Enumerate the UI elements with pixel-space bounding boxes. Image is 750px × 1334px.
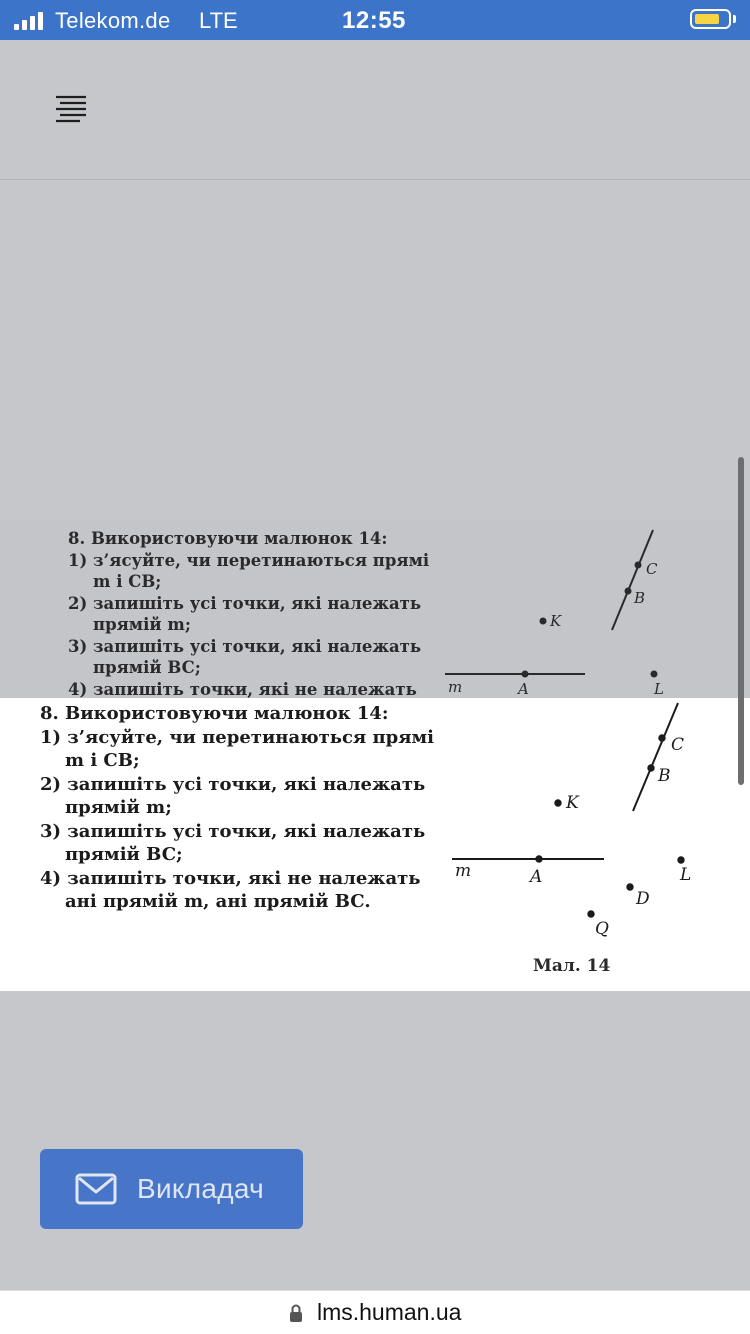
network-type: LTE — [199, 8, 238, 33]
url-text: lms.human.ua — [316, 1299, 462, 1325]
figure-label-a: A — [530, 867, 543, 887]
task-line: ані прямій m, ані прямій BC. — [65, 891, 371, 912]
task-line: 1) з’ясуйте, чи перетинаються прямі — [40, 726, 435, 748]
envelope-icon — [75, 1172, 117, 1206]
teacher-button-label: Викладач — [137, 1173, 265, 1204]
figure-label-c: C — [646, 560, 658, 578]
figure-label-l: L — [654, 680, 664, 698]
point-q — [588, 911, 594, 917]
textbook-image-dim — [0, 520, 750, 698]
point-l — [678, 857, 684, 863]
figure-label-l: L — [680, 865, 692, 885]
url-display[interactable] — [0, 1299, 750, 1326]
browser-url-bar[interactable] — [0, 1290, 750, 1334]
menu-button[interactable] — [50, 92, 92, 128]
point-d — [627, 884, 633, 890]
geometry-figure — [440, 698, 750, 953]
problem-heading: 8. Використовуючи малюнок 14: — [40, 703, 389, 724]
problem-text — [40, 702, 434, 914]
task-line: m і CB; — [65, 750, 140, 771]
task-line: прямій m; — [93, 615, 191, 634]
task-line: m і CB; — [93, 572, 162, 591]
task-line: 4) запишіть точки, які не належать — [40, 867, 421, 889]
task-line: 1) з’ясуйте, чи перетинаються прямі — [68, 550, 430, 570]
battery-icon — [690, 9, 731, 29]
figure-label-k: K — [566, 793, 579, 813]
figure-label-m: m — [455, 861, 472, 881]
app-header — [0, 40, 750, 180]
task-line: прямій BC; — [65, 844, 183, 865]
figure-label-a: A — [518, 680, 529, 698]
carrier-name: Telekom.de — [55, 8, 171, 33]
figure-label-d: D — [636, 889, 650, 909]
geometry-figure-dim — [440, 520, 750, 698]
task-line: прямій m; — [65, 797, 172, 818]
textbook-image — [0, 698, 750, 991]
problem-text-dim — [68, 528, 429, 698]
status-time: 12:55 — [342, 7, 406, 34]
figure-caption: Мал. 14 — [533, 956, 611, 976]
line-bc — [633, 703, 678, 811]
teacher-contact-button[interactable] — [40, 1149, 303, 1229]
signal-strength-icon — [14, 10, 44, 30]
problem-heading: 8. Використовуючи малюнок 14: — [68, 529, 388, 548]
figure-label-k: K — [550, 612, 562, 630]
task-line: 4) запишіть точки, які не належать — [68, 679, 417, 698]
battery-tip — [733, 15, 736, 23]
lock-icon — [289, 1303, 303, 1323]
point-k — [555, 800, 561, 806]
menu-lines-icon — [50, 92, 92, 128]
content-area — [0, 180, 750, 1290]
task-line: 3) запишіть усі точки, які належать — [40, 820, 426, 842]
task-line: 3) запишіть усі точки, які належать — [68, 636, 422, 656]
status-bar — [0, 0, 750, 40]
task-line: 2) запишіть усі точки, які належать — [68, 593, 422, 613]
figure-label-b: B — [634, 589, 646, 607]
task-line: прямій BC; — [93, 658, 201, 677]
page-scrollbar[interactable] — [738, 457, 744, 785]
figure-label-b: B — [658, 766, 671, 786]
figure-label-q: Q — [595, 919, 609, 939]
point-c — [659, 735, 665, 741]
task-line: 2) запишіть усі точки, які належать — [40, 773, 426, 795]
figure-label-m: m — [448, 678, 463, 696]
figure-label-c: C — [671, 735, 685, 755]
point-b — [648, 765, 654, 771]
point-a — [536, 856, 542, 862]
